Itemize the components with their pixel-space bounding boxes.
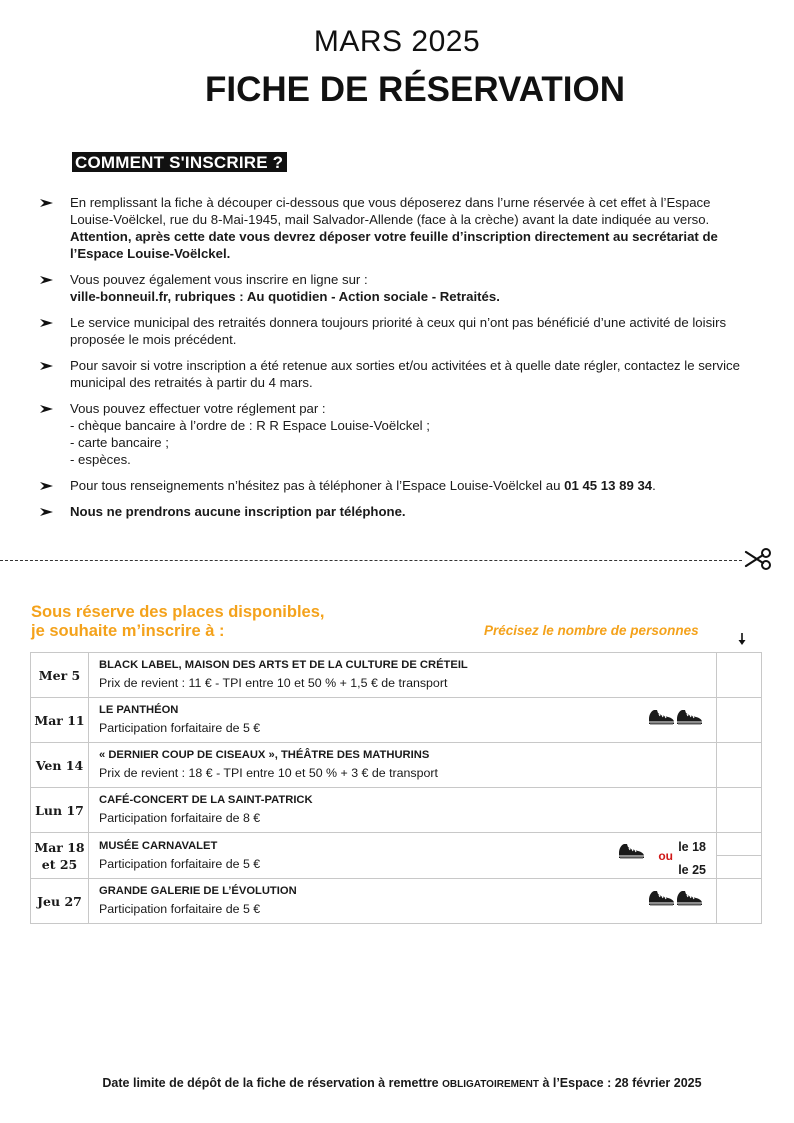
instructions-list bbox=[40, 194, 740, 529]
people-count-field-18[interactable] bbox=[717, 833, 761, 856]
down-arrow-icon bbox=[736, 632, 748, 646]
instruction-item bbox=[40, 194, 740, 262]
instruction-text: Le service municipal des retraités donnera toujours priorité à ceux qui n’ont pas bénéficié d’une activité de loisirs proposée le mois précédent. bbox=[70, 315, 727, 347]
month-heading: MARS 2025 bbox=[313, 25, 481, 58]
event-name: CAFÉ-CONCERT DE LA SAINT-PATRICK bbox=[99, 794, 313, 806]
arrow-bullet-icon bbox=[40, 404, 54, 414]
event-date-line: Mar 18 bbox=[34, 839, 85, 855]
table-row bbox=[31, 653, 762, 698]
arrow-bullet-icon bbox=[40, 275, 54, 285]
event-date: Mer 5 bbox=[31, 653, 89, 698]
event-price: Participation forfaitaire de 5 € bbox=[99, 856, 261, 871]
payment-option: - chèque bancaire à l’ordre de : R R Espace Louise-Voëlckel ; bbox=[70, 418, 430, 433]
cut-line bbox=[0, 560, 742, 561]
payment-option: - espèces. bbox=[70, 452, 131, 467]
event-description bbox=[89, 879, 717, 924]
arrow-bullet-icon bbox=[40, 507, 54, 517]
table-row bbox=[31, 788, 762, 833]
people-count-field[interactable] bbox=[717, 788, 762, 833]
website-link-text[interactable]: ville-bonneuil.fr, rubriques : Au quotidien - Action sociale - Retraités. bbox=[70, 289, 500, 304]
instruction-text: Vous pouvez également vous inscrire en ligne sur : bbox=[70, 272, 368, 287]
date-option-18: le 18 bbox=[678, 840, 706, 854]
event-date: Mar 11 bbox=[31, 698, 89, 743]
event-description bbox=[89, 698, 717, 743]
payment-option: - carte bancaire ; bbox=[70, 435, 169, 450]
people-count-field-25[interactable] bbox=[717, 856, 761, 878]
phone-number[interactable]: 01 45 13 89 34 bbox=[564, 478, 653, 493]
arrow-bullet-icon bbox=[40, 318, 54, 328]
arrow-bullet-icon bbox=[40, 481, 54, 491]
arrow-bullet-icon bbox=[40, 198, 54, 208]
event-date: Ven 14 bbox=[31, 743, 89, 788]
event-price: Prix de revient : 18 € - TPI entre 10 et 50 % + 3 € de transport bbox=[99, 766, 438, 780]
event-name: « DERNIER COUP DE CISEAUX », THÉÂTRE DES MATHURINS bbox=[99, 749, 430, 761]
arrow-bullet-icon bbox=[40, 361, 54, 371]
instruction-text: En remplissant la fiche à découper ci-dessous que vous déposerez dans l’urne réservée à cet effet à l’Espace Louise-Voëlckel, rue du 8-Mai-1945, mail Salvador-Allende (face à la crèche) avant la date indiquée au verso. bbox=[70, 195, 711, 227]
walking-shoe-icon bbox=[618, 841, 646, 861]
walking-shoe-icon bbox=[648, 707, 704, 727]
event-description bbox=[89, 653, 717, 698]
or-label: ou bbox=[658, 849, 673, 863]
instruction-bold-text: Attention, après cette date vous devrez déposer votre feuille d’inscription directement au secrétariat de l’Espace Louise-Voëlckel. bbox=[70, 229, 718, 261]
event-date bbox=[31, 833, 89, 879]
event-description bbox=[89, 833, 717, 879]
deadline-footer bbox=[0, 1076, 794, 1090]
page-title: FICHE DE RÉSERVATION bbox=[204, 70, 626, 109]
people-count-field[interactable] bbox=[717, 653, 762, 698]
event-price: Participation forfaitaire de 5 € bbox=[99, 721, 261, 735]
punctuation: . bbox=[652, 478, 656, 493]
subtitle-line-2: je souhaite m’inscrire à : bbox=[31, 622, 225, 640]
table-row bbox=[31, 743, 762, 788]
reservation-table bbox=[30, 652, 762, 924]
scissors-icon bbox=[744, 546, 774, 572]
table-row bbox=[31, 879, 762, 924]
instruction-item bbox=[40, 271, 740, 305]
people-count-field[interactable] bbox=[717, 743, 762, 788]
event-price: Participation forfaitaire de 5 € bbox=[99, 902, 261, 916]
instruction-item bbox=[40, 357, 740, 391]
table-row bbox=[31, 833, 762, 879]
table-row bbox=[31, 698, 762, 743]
deadline-date: 28 février 2025 bbox=[614, 1076, 702, 1090]
event-name: LE PANTHÉON bbox=[99, 704, 179, 716]
instruction-text: Pour savoir si votre inscription a été retenue aux sorties et/ou activitées et à quelle date régler, contactez le service municipal des retraités à partir du 4 mars. bbox=[70, 358, 740, 390]
event-price: Participation forfaitaire de 8 € bbox=[99, 811, 261, 825]
instruction-item bbox=[40, 477, 740, 494]
event-name: BLACK LABEL, MAISON DES ARTS ET DE LA CULTURE DE CRÉTEIL bbox=[99, 659, 468, 671]
instruction-item bbox=[40, 503, 740, 520]
event-description bbox=[89, 788, 717, 833]
people-count-field[interactable] bbox=[717, 879, 762, 924]
deadline-emphasis: OBLIGATOIREMENT bbox=[442, 1079, 539, 1090]
people-count-field[interactable] bbox=[717, 698, 762, 743]
howto-heading: COMMENT S'INSCRIRE ? bbox=[72, 152, 287, 172]
instruction-item bbox=[40, 314, 740, 348]
number-of-people-hint: Précisez le nombre de personnes bbox=[484, 623, 699, 638]
people-count-field-split bbox=[717, 833, 762, 879]
subtitle-line-1: Sous réserve des places disponibles, bbox=[31, 603, 325, 621]
instruction-item bbox=[40, 400, 740, 468]
date-option-25: le 25 bbox=[678, 863, 706, 877]
instruction-bold-text: Nous ne prendrons aucune inscription par téléphone. bbox=[70, 504, 406, 519]
instruction-text: Pour tous renseignements n’hésitez pas à téléphoner à l’Espace Louise-Voëlckel au bbox=[70, 478, 565, 493]
deadline-text: à l’Espace : bbox=[538, 1076, 615, 1090]
event-date: Lun 17 bbox=[31, 788, 89, 833]
event-name: MUSÉE CARNAVALET bbox=[99, 839, 218, 852]
event-price: Prix de revient : 11 € - TPI entre 10 et 50 % + 1,5 € de transport bbox=[99, 676, 448, 690]
event-date: Jeu 27 bbox=[31, 879, 89, 924]
event-description bbox=[89, 743, 717, 788]
event-date-line: et 25 bbox=[41, 856, 78, 872]
event-name: GRANDE GALERIE DE L’ÉVOLUTION bbox=[99, 885, 297, 897]
deadline-text: Date limite de dépôt de la fiche de réservation à remettre bbox=[102, 1076, 443, 1090]
walking-shoe-icon bbox=[648, 888, 704, 908]
instruction-text: Vous pouvez effectuer votre réglement par : bbox=[70, 401, 326, 416]
